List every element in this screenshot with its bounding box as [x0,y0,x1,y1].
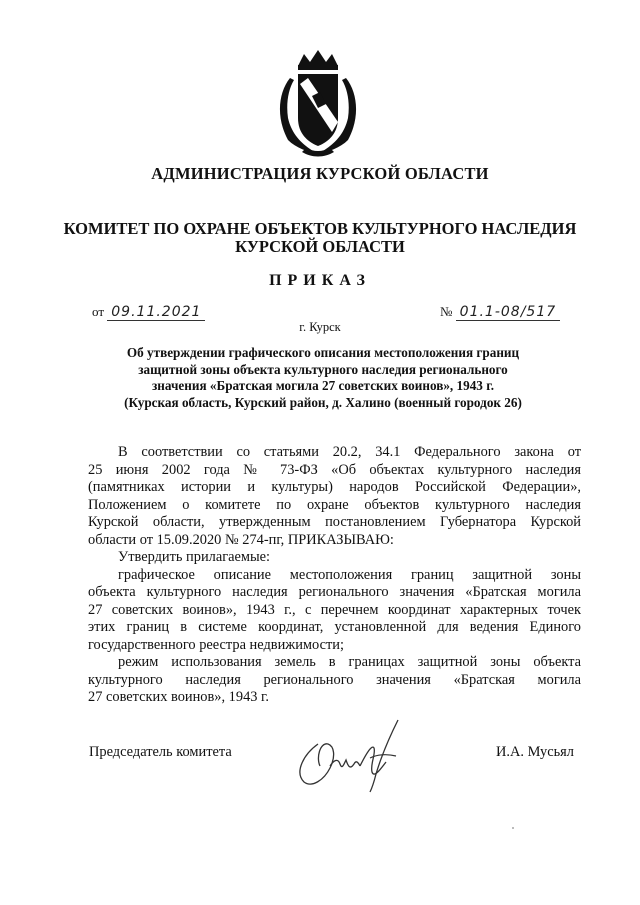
title-line: значения «Братская могила 27 советских воинов», 1943 г. [152,378,494,393]
paragraph-item-2 [88,654,581,707]
document-type: ПРИКАЗ [269,272,371,289]
body-line: государственного реестра недвижимости; [88,636,344,653]
body-line: (памятниках истории и культуры) народов Российской Федерации», [88,479,581,495]
body-line: режим использования земель в границах защитной зоны объекта [118,654,581,670]
committee-title-line: КУРСКОЙ ОБЛАСТИ [235,237,405,256]
committee-title-line: КОМИТЕТ ПО ОХРАНЕ ОБЪЕКТОВ КУЛЬТУРНОГО НАСЛЕДИЯ [63,219,577,238]
signatory-position: Председатель комитета [89,744,232,760]
paragraph-item-1 [88,567,581,655]
city: г. Курск [299,320,341,334]
body-line: области от 15.09.2020 № 274-пг, ПРИКАЗЫВАЮ: [88,531,394,548]
body-line: Курской области, утвержденным постановлением Губернатора Курской [88,514,581,530]
body-line: этих границ в системе координат, установленной для ведения Единого [88,619,581,635]
body-line: В соответствии со статьями 20.2, 34.1 Федерального закона от [118,444,581,460]
body-line: Положением о комитете по охране объектов культурного наследия [88,496,581,513]
body-line: культурного наследия регионального значения «Братская могила [88,671,581,688]
body-line: 27 советских воинов», 1943 г., с перечнем координат характерных точек [88,601,581,618]
handwritten-signature-icon [290,714,410,794]
number-value: 01.1-08/517 [456,304,560,321]
number-field [440,304,560,321]
body-line: 27 советских воинов», 1943 г. [88,689,269,705]
date-label: от [92,304,105,319]
paragraph-legal-basis [88,444,581,549]
committee-title [0,220,640,256]
organization-title: АДМИНИСТРАЦИЯ КУРСКОЙ ОБЛАСТИ [151,164,489,183]
date-field [92,304,205,321]
body-line: графическое описание местоположения границ защитной зоны [118,566,581,583]
title-line: (Курская область, Курский район, д. Халино (военный городок 26) [124,394,522,410]
kursk-coat-of-arms-icon [268,48,368,160]
order-body [88,444,581,707]
scan-speck [512,827,514,829]
number-label: № [440,304,453,319]
body-line: объекта культурного наследия регионального значения «Братская могила [88,584,581,600]
body-line: 25 июня 2002 года № 73-ФЗ «Об объектах культурного наследия [88,461,581,478]
signatory-name: И.А. Мусьял [496,744,574,760]
body-line: Утвердить прилагаемые: [118,549,271,565]
title-line: защитной зоны объекта культурного наследия регионального [138,361,508,377]
paragraph-approve [88,549,581,567]
title-line: Об утверждении графического описания местоположения границ [126,345,520,360]
order-subject-title [88,345,558,411]
date-value: 09.11.2021 [107,304,205,321]
